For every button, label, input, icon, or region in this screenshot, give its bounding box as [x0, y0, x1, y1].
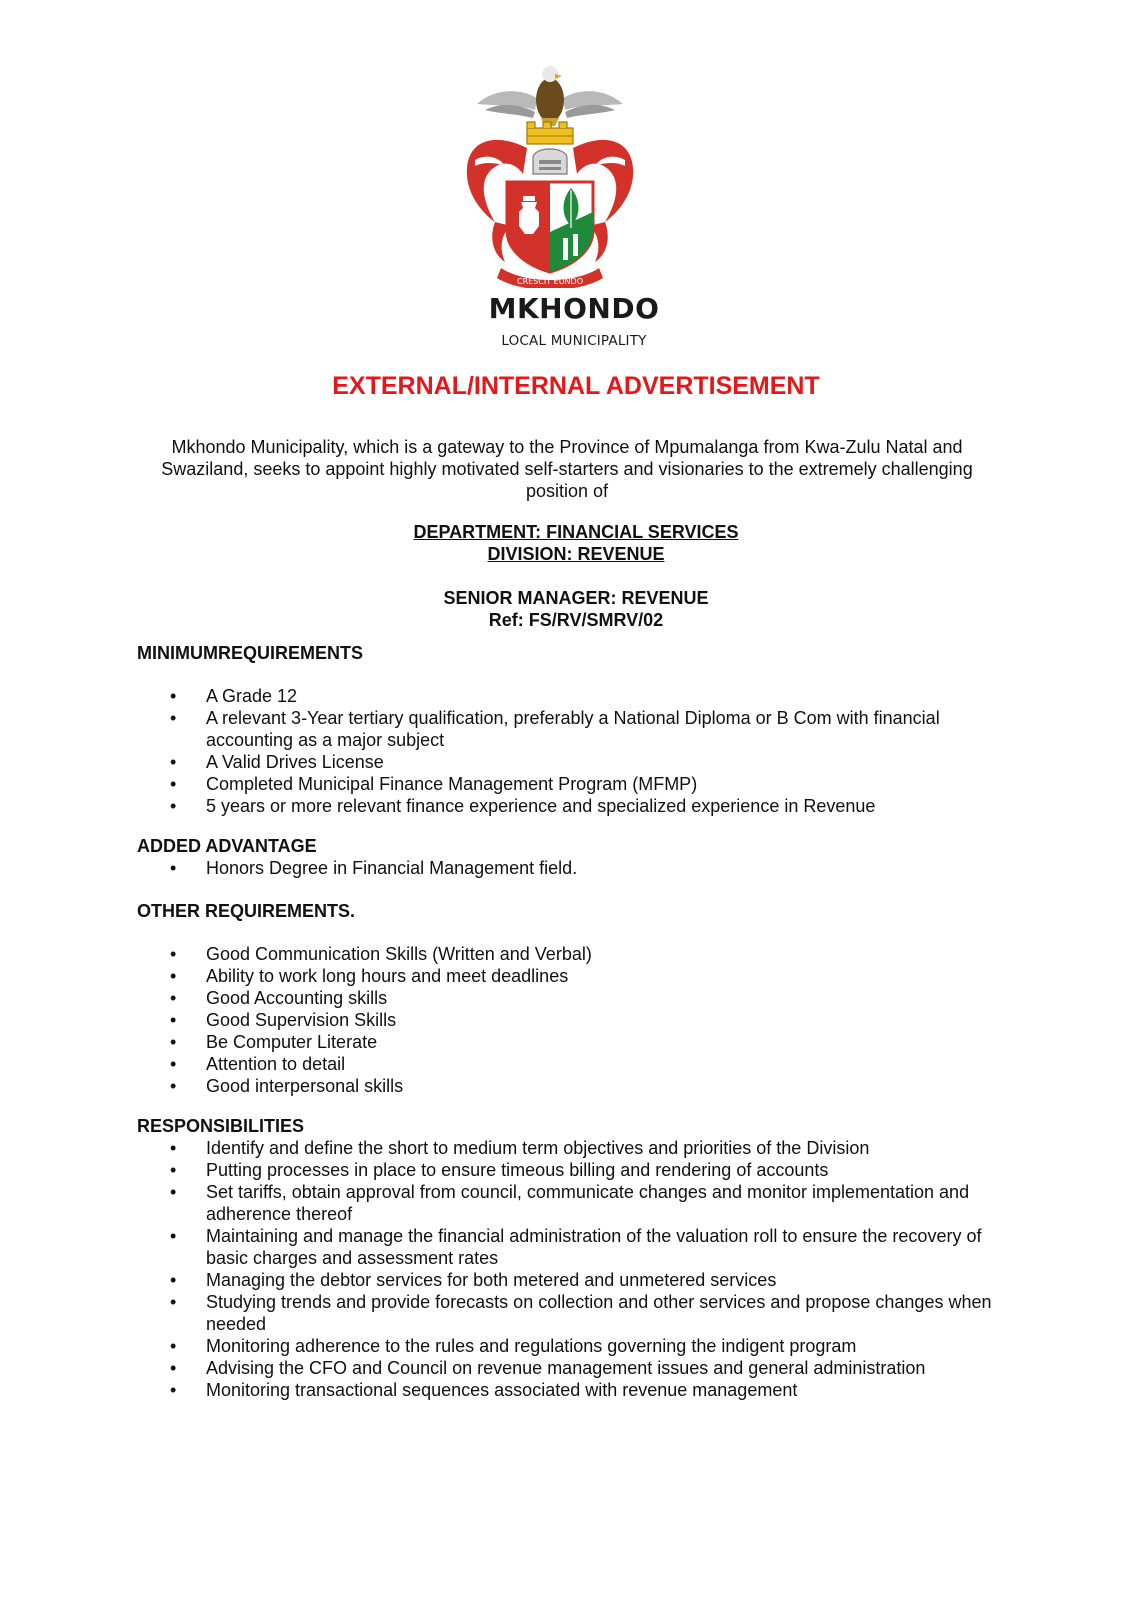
municipal-crest-logo: [465, 62, 635, 288]
minimum-requirements-list: [137, 685, 1017, 817]
list-item: • Attention to detail: [137, 1053, 1017, 1075]
department-block: [0, 521, 1132, 565]
list-item: • Maintaining and manage the financial administration of the valuation roll to ensure the recovery of basic charges and assessment rates: [137, 1225, 1017, 1269]
list-item: • Good Communication Skills (Written and Verbal): [137, 943, 1017, 965]
list-item: • Studying trends and provide forecasts on collection and other services and propose changes when needed: [137, 1291, 1017, 1335]
department-line: DEPARTMENT: FINANCIAL SERVICES: [413, 522, 739, 542]
added-advantage-heading: ADDED ADVANTAGE: [137, 836, 317, 856]
list-item: • Be Computer Literate: [137, 1031, 1017, 1053]
position-title: SENIOR MANAGER: REVENUE: [443, 588, 709, 608]
advertisement-title: EXTERNAL/INTERNAL ADVERTISEMENT: [332, 372, 820, 400]
list-item: • A relevant 3-Year tertiary qualification, preferably a National Diploma or B Com with financial accounting as a major subject: [137, 707, 1017, 751]
division-line: DIVISION: REVENUE: [487, 544, 665, 564]
list-item: • Good Supervision Skills: [137, 1009, 1017, 1031]
organization-name: MKHONDO: [488, 292, 660, 325]
organization-subtitle: LOCAL MUNICIPALITY: [501, 333, 647, 349]
list-item: • Honors Degree in Financial Management field.: [137, 857, 1017, 879]
list-item: • Putting processes in place to ensure timeous billing and rendering of accounts: [137, 1159, 1017, 1181]
responsibilities-heading: RESPONSIBILITIES: [137, 1116, 305, 1136]
list-item: • Advising the CFO and Council on revenue management issues and general administration: [137, 1357, 1017, 1379]
crest-motto: CRESCIT EUNDO: [516, 277, 584, 286]
list-item: • 5 years or more relevant finance experience and specialized experience in Revenue: [137, 795, 1017, 817]
other-requirements-heading: OTHER REQUIREMENTS.: [137, 901, 356, 921]
list-item: • Completed Municipal Finance Management Program (MFMP): [137, 773, 1017, 795]
list-item: • Good interpersonal skills: [137, 1075, 1017, 1097]
position-block: [0, 587, 1132, 631]
list-item: • Set tariffs, obtain approval from council, communicate changes and monitor implementation and adherence thereof: [137, 1181, 1017, 1225]
intro-paragraph: Mkhondo Municipality, which is a gateway to the Province of Mpumalanga from Kwa-Zulu Natal and Swaziland, seeks to appoint highly motivated self-starters and visionaries to the extremely challenging position of: [161, 437, 973, 501]
responsibilities-list: [137, 1137, 1017, 1401]
list-item: • Monitoring adherence to the rules and regulations governing the indigent program: [137, 1335, 1017, 1357]
other-requirements-list: [137, 943, 1017, 1097]
list-item: • Identify and define the short to medium term objectives and priorities of the Division: [137, 1137, 1017, 1159]
list-item: • Monitoring transactional sequences associated with revenue management: [137, 1379, 1017, 1401]
minimum-requirements-heading: MINIMUMREQUIREMENTS: [137, 643, 363, 663]
list-item: • Good Accounting skills: [137, 987, 1017, 1009]
added-advantage-list: [137, 857, 1017, 879]
list-item: • A Grade 12: [137, 685, 1017, 707]
list-item: • Ability to work long hours and meet deadlines: [137, 965, 1017, 987]
list-item: • Managing the debtor services for both metered and unmetered services: [137, 1269, 1017, 1291]
list-item: • A Valid Drives License: [137, 751, 1017, 773]
reference-number: Ref: FS/RV/SMRV/02: [488, 610, 664, 630]
